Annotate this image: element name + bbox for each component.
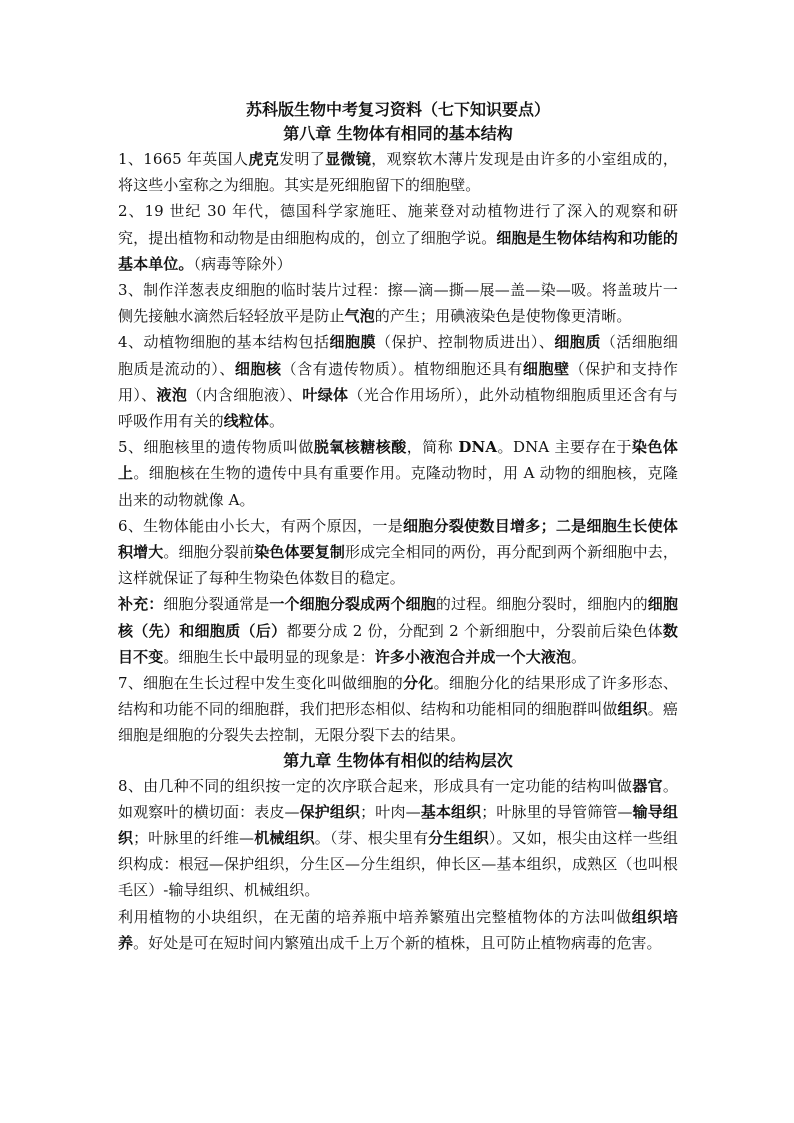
paragraph-tissue-culture: 利用植物的小块组织，在无菌的培养瓶中培养繁殖出完整植物体的方法叫做组织培养。好处是可在短时间内繁殖出成千上万个新的植株，且可防止植物病毒的危害。 <box>118 907 678 952</box>
paragraph-4: 4、动植物细胞的基本结构包括细胞膜（保护、控制物质进出）、细胞质（活细胞细胞质是流动的）、细胞核（含有遗传物质）。植物细胞还具有细胞壁（保护和支持作用）、液泡（内含细胞液）、叶绿体（光合作用场所），此外动植物细胞质里还含有与呼吸作用有关的线粒体。 <box>118 333 679 431</box>
paragraph-1: 1、1665 年英国人虎克发明了显微镜，观察软木薄片发现是由许多的小室组成的，将这些小室称之为细胞。其实是死细胞留下的细胞壁。 <box>118 150 678 195</box>
paragraph-supplement: 补充：细胞分裂通常是一个细胞分裂成两个细胞的过程。细胞分裂时，细胞内的细胞核（先）和细胞质（后）都要分成 2 份，分配到 2 个新细胞中，分裂前后染色体数目不变。细胞生长中最明显的现象是：许多小液泡合并成一个大液泡。 <box>118 595 679 666</box>
paragraph-5: 5、细胞核里的遗传物质叫做脱氧核糖核酸，简称 DNA。DNA 主要存在于染色体上。细胞核在生物的遗传中具有重要作用。克隆动物时，用 A 动物的细胞核，克隆出来的动物就像 A。 <box>118 438 678 509</box>
document-page <box>118 98 678 956</box>
chapter-8-heading: 第八章 生物体有相同的基本结构 <box>283 124 513 143</box>
paragraph-3: 3、制作洋葱表皮细胞的临时装片过程：擦—滴—撕—展—盖—染—吸。将盖玻片一侧先接触水滴然后轻轻放平是防止气泡的产生；用碘液染色是使物像更清晰。 <box>118 281 678 326</box>
paragraph-6: 6、生物体能由小长大，有两个原因，一是细胞分裂使数目增多；二是细胞生长使体积增大。细胞分裂前染色体要复制形成完全相同的两份，再分配到两个新细胞中去，这样就保证了每种生物染色体数目的稳定。 <box>118 516 678 588</box>
document-title: 苏科版生物中考复习资料（七下知识要点） <box>245 100 550 119</box>
paragraph-8: 8、由几种不同的组织按一定的次序联合起来，形成具有一定功能的结构叫做器官。如观察叶的横切面：表皮—保护组织；叶肉—基本组织；叶脉里的导管筛管—输导组织；叶脉里的纤维—机械组织。（芽、根尖里有分生组织）。又如，根尖由这样一些组织构成：根冠—保护组织，分生区—分生组织，伸长区—基本组织，成熟区（也叫根毛区）-输导组织、机械组织。 <box>118 776 678 900</box>
chapter-9-heading: 第九章 生物体有相似的结构层次 <box>283 750 513 770</box>
paragraph-2: 2、19 世纪 30 年代，德国科学家施旺、施莱登对动植物进行了深入的观察和研究，提出植物和动物是由细胞构成的，创立了细胞学说。细胞是生物体结构和功能的基本单位。（病毒等除外） <box>118 202 678 273</box>
paragraph-7: 7、细胞在生长过程中发生变化叫做细胞的分化。细胞分化的结果形成了许多形态、结构和功能不同的细胞群，我们把形态相似、结构和功能相同的细胞群叫做组织。癌细胞是细胞的分裂失去控制，无限分裂下去的结果。 <box>118 674 679 745</box>
